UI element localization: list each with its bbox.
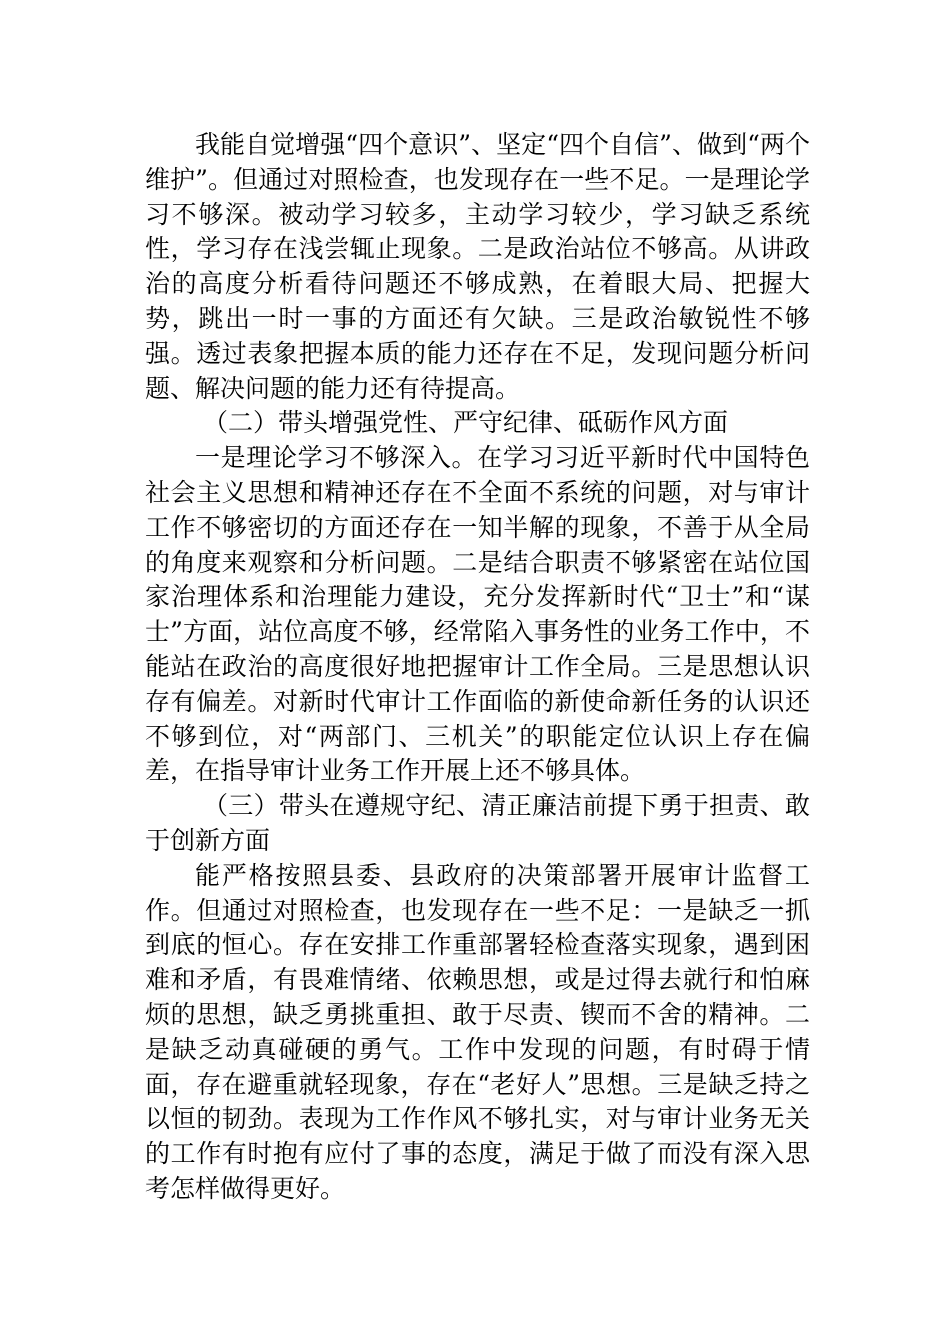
document-body — [145, 128, 810, 1207]
paragraph-political-awareness: 我能自觉增强“四个意识”、坚定“四个自信”、做到“两个维护”。但通过对照检查，也发现存在一些不足。一是理论学习不够深。被动学习较多，主动学习较少，学习缺乏系统性，学习存在浅尝辄止现象。二是政治站位不够高。从讲政治的高度分析看待问题还不够成熟，在着眼大局、把握大势，跳出一时一事的方面还有欠缺。三是政治敏锐性不够强。透过表象把握本质的能力还存在不足，发现问题分析问题、解决问题的能力还有待提高。 — [145, 130, 810, 403]
section-heading-3: （三）带头在遵规守纪、清正廉洁前提下勇于担责、敢于创新方面 — [145, 791, 810, 855]
paragraph-responsibility: 能严格按照县委、县政府的决策部署开展审计监督工作。但通过对照检查，也发现存在一些不足：一是缺乏一抓到底的恒心。存在安排工作重部署轻检查落实现象，遇到困难和矛盾，有畏难情绪、依赖思想，或是过得去就行和怕麻烦的思想，缺乏勇挑重担、敢于尽责、锲而不舍的精神。二是缺乏动真碰硬的勇气。工作中发现的问题，有时碍于情面，存在避重就轻现象，存在“老好人”思想。三是缺乏持之以恒的韧劲。表现为工作作风不够扎实，对与审计业务无关的工作有时抱有应付了事的态度，满足于做了而没有深入思考怎样做得更好。 — [145, 860, 810, 1203]
paragraph-theory-study: 一是理论学习不够深入。在学习习近平新时代中国特色社会主义思想和精神还存在不全面不系统的问题，对与审计工作不够密切的方面还存在一知半解的现象，不善于从全局的角度来观察和分析问题。二是结合职责不够紧密在站位国家治理体系和治理能力建设，充分发挥新时代“卫士”和“谋士”方面，站位高度不够，经常陷入事务性的业务工作中，不能站在政治的高度很好地把握审计工作全局。三是思想认识存有偏差。对新时代审计工作面临的新使命新任务的认识还不够到位，对“两部门、三机关”的职能定位认识上存在偏差，在指导审计业务工作开展上还不够具体。 — [145, 443, 810, 786]
section-heading-2: （二）带头增强党性、严守纪律、砥砺作风方面 — [203, 408, 729, 438]
